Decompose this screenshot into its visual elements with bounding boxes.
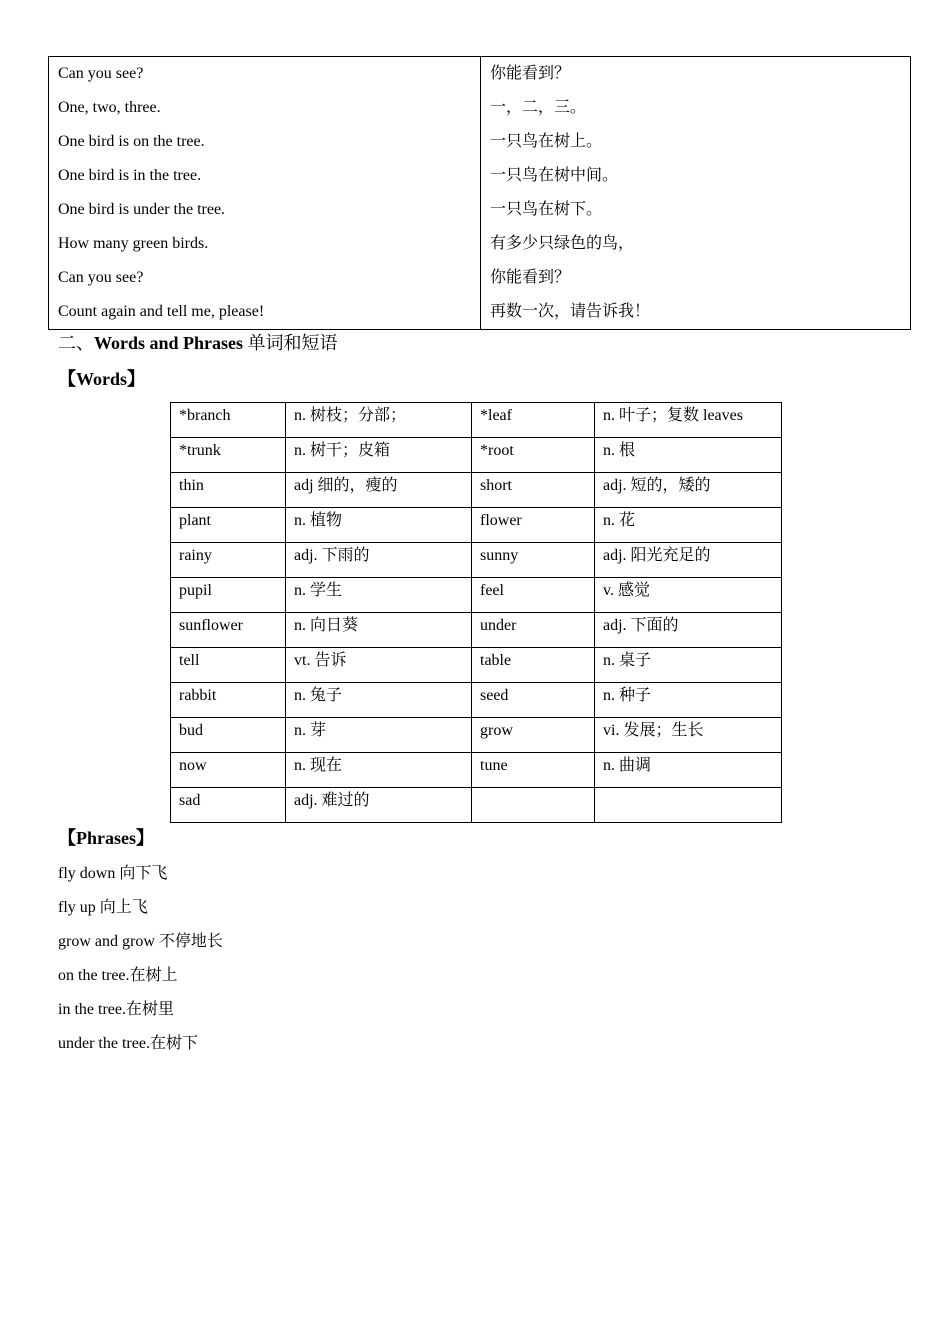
meaning-cell: n. 兔子 <box>286 683 472 718</box>
word-cell: tune <box>472 753 595 788</box>
phrase-item: in the tree.在树里 <box>58 1001 174 1018</box>
word-cell: table <box>472 648 595 683</box>
meaning-cell: vi. 发展；生长 <box>595 718 782 753</box>
word-cell: short <box>472 473 595 508</box>
section-heading <box>58 331 338 355</box>
section-number: 二、 <box>58 333 94 353</box>
meaning-cell: vt. 告诉 <box>286 648 472 683</box>
meaning-cell <box>595 788 782 823</box>
word-cell: *root <box>472 438 595 473</box>
meaning-cell: n. 芽 <box>286 718 472 753</box>
meaning-cell: n. 植物 <box>286 508 472 543</box>
meaning-cell: n. 现在 <box>286 753 472 788</box>
chinese-line: 你能看到？ <box>481 261 911 295</box>
english-line: One bird is on the tree. <box>49 125 481 159</box>
meaning-cell: adj. 阳光充足的 <box>595 543 782 578</box>
table-row <box>49 193 911 227</box>
word-cell: *trunk <box>171 438 286 473</box>
english-line: One, two, three. <box>49 91 481 125</box>
word-cell: *leaf <box>472 403 595 438</box>
meaning-cell: n. 种子 <box>595 683 782 718</box>
meaning-cell: adj. 下面的 <box>595 613 782 648</box>
section-title: Words and Phrases <box>94 333 244 353</box>
meaning-cell: n. 树干；皮箱 <box>286 438 472 473</box>
phrase-item: grow and grow 不停地长 <box>58 933 223 950</box>
table-row <box>171 543 782 578</box>
table-row <box>171 473 782 508</box>
meaning-cell: n. 曲调 <box>595 753 782 788</box>
meaning-cell: n. 根 <box>595 438 782 473</box>
meaning-cell: adj. 难过的 <box>286 788 472 823</box>
word-cell: grow <box>472 718 595 753</box>
meaning-cell: adj. 下雨的 <box>286 543 472 578</box>
word-cell: rabbit <box>171 683 286 718</box>
table-row <box>49 57 911 92</box>
phrase-item: under the tree.在树下 <box>58 1035 198 1052</box>
table-row <box>49 159 911 193</box>
chinese-line: 有多少只绿色的鸟， <box>481 227 911 261</box>
word-cell: flower <box>472 508 595 543</box>
table-row <box>171 578 782 613</box>
word-cell: now <box>171 753 286 788</box>
chinese-line: 一只鸟在树下。 <box>481 193 911 227</box>
table-row <box>171 648 782 683</box>
word-cell: *branch <box>171 403 286 438</box>
word-cell: tell <box>171 648 286 683</box>
word-cell: seed <box>472 683 595 718</box>
meaning-cell: v. 感觉 <box>595 578 782 613</box>
word-cell: bud <box>171 718 286 753</box>
meaning-cell: adj. 短的，矮的 <box>595 473 782 508</box>
table-row <box>49 261 911 295</box>
phrase-item: fly down 向下飞 <box>58 865 168 882</box>
english-line: How many green birds. <box>49 227 481 261</box>
chinese-line: 一只鸟在树中间。 <box>481 159 911 193</box>
meaning-cell: n. 叶子；复数 leaves <box>595 403 782 438</box>
poem-translation-table <box>48 56 911 330</box>
table-row <box>171 718 782 753</box>
phrase-item: fly up 向上飞 <box>58 899 148 916</box>
word-cell: sunflower <box>171 613 286 648</box>
table-row <box>49 295 911 330</box>
word-cell: under <box>472 613 595 648</box>
word-cell <box>472 788 595 823</box>
meaning-cell: n. 桌子 <box>595 648 782 683</box>
english-line: One bird is in the tree. <box>49 159 481 193</box>
word-cell: sad <box>171 788 286 823</box>
word-cell: sunny <box>472 543 595 578</box>
chinese-line: 再数一次，请告诉我！ <box>481 295 911 330</box>
word-cell: feel <box>472 578 595 613</box>
meaning-cell: n. 树枝；分部； <box>286 403 472 438</box>
meaning-cell: n. 花 <box>595 508 782 543</box>
meaning-cell: adj 细的，瘦的 <box>286 473 472 508</box>
table-row <box>171 683 782 718</box>
english-line: Count again and tell me, please! <box>49 295 481 330</box>
table-row <box>171 753 782 788</box>
table-row <box>171 613 782 648</box>
word-cell: thin <box>171 473 286 508</box>
table-row <box>49 227 911 261</box>
phrase-item: on the tree.在树上 <box>58 967 178 984</box>
word-cell: plant <box>171 508 286 543</box>
table-row <box>171 403 782 438</box>
word-cell: rainy <box>171 543 286 578</box>
phrases-heading: 【Phrases】 <box>58 828 154 848</box>
english-line: One bird is under the tree. <box>49 193 481 227</box>
meaning-cell: n. 学生 <box>286 578 472 613</box>
table-row <box>49 125 911 159</box>
chinese-line: 一，二，三。 <box>481 91 911 125</box>
words-heading: 【Words】 <box>58 369 146 389</box>
table-row <box>171 508 782 543</box>
words-table <box>170 402 782 823</box>
table-row <box>171 788 782 823</box>
chinese-line: 你能看到？ <box>481 57 911 92</box>
english-line: Can you see? <box>49 57 481 92</box>
meaning-cell: n. 向日葵 <box>286 613 472 648</box>
section-title-chinese: 单词和短语 <box>243 333 338 353</box>
word-cell: pupil <box>171 578 286 613</box>
english-line: Can you see? <box>49 261 481 295</box>
table-row <box>171 438 782 473</box>
table-row <box>49 91 911 125</box>
chinese-line: 一只鸟在树上。 <box>481 125 911 159</box>
